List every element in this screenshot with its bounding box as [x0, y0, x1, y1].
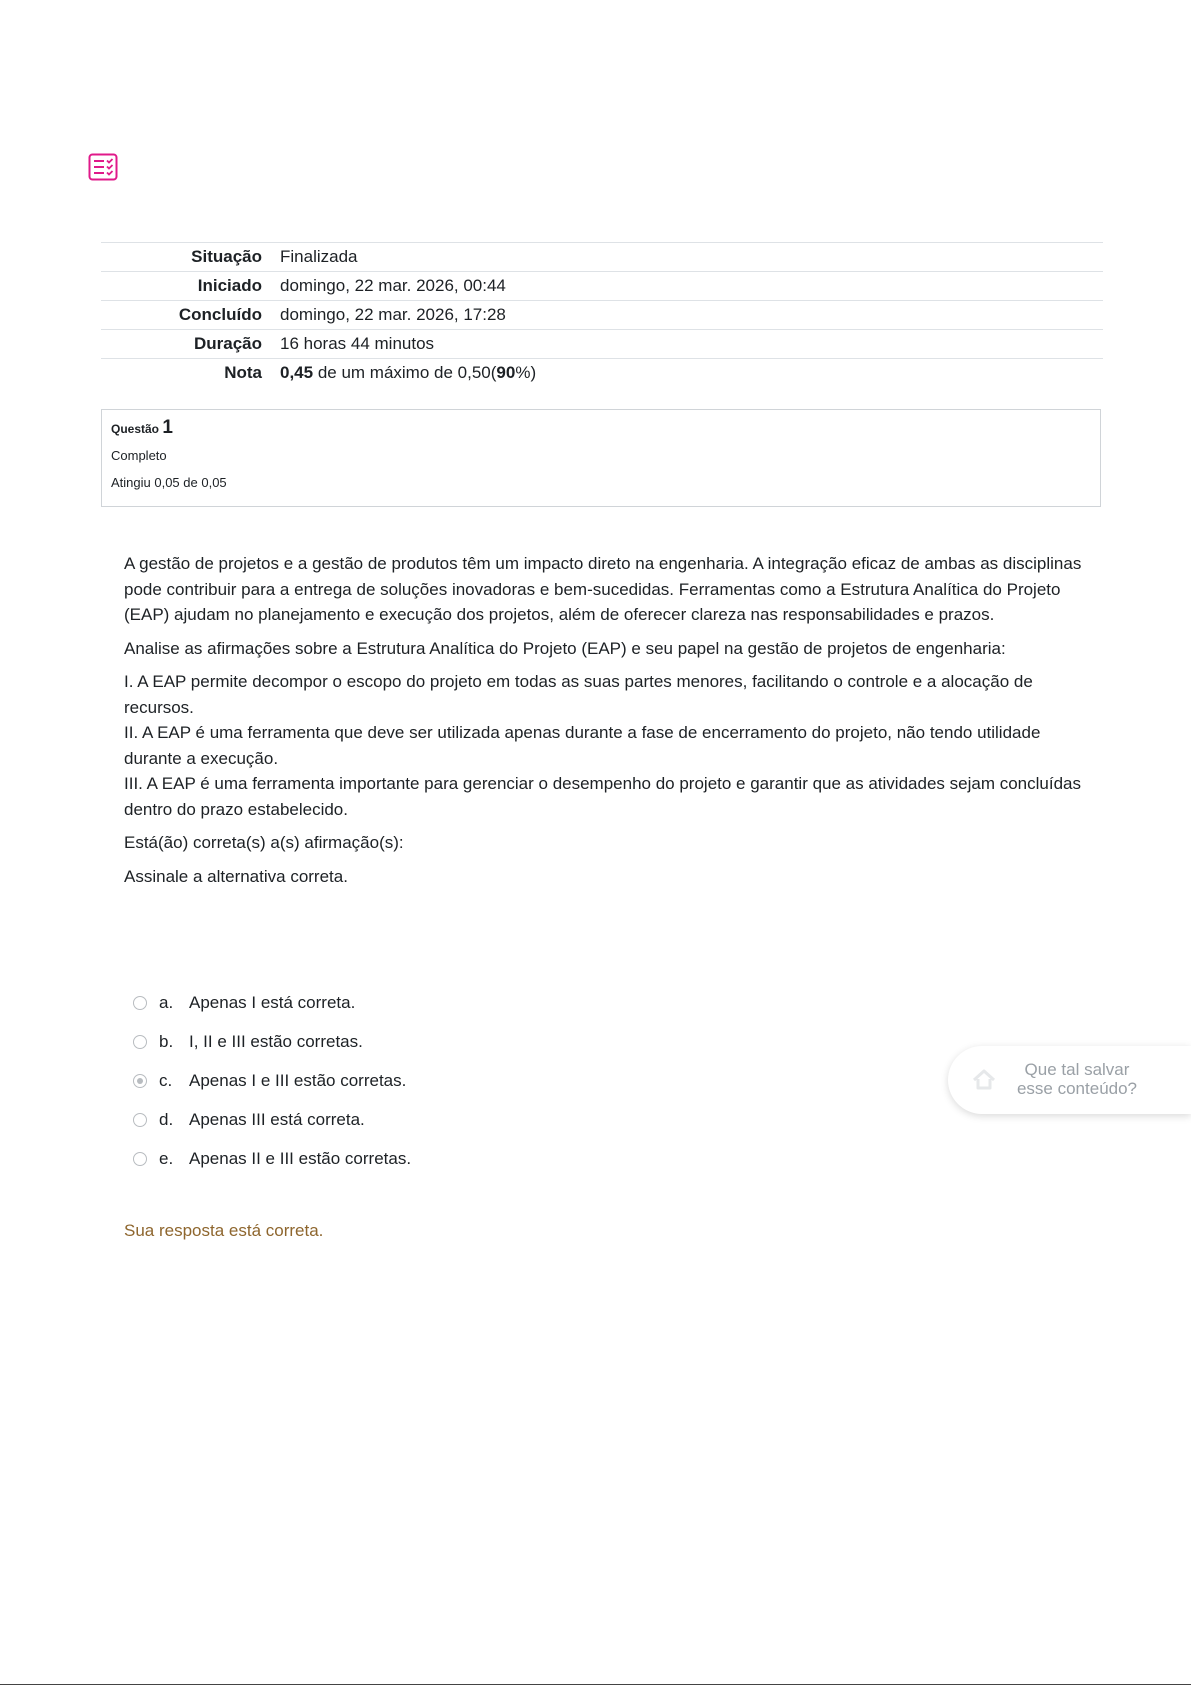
answer-option-d[interactable] [133, 1100, 411, 1139]
grade-percent: 90 [496, 363, 516, 382]
summary-label: Concluído [101, 301, 270, 330]
grade-value: 0,45 [280, 363, 314, 382]
summary-row-completed [101, 301, 1103, 330]
summary-value: 16 horas 44 minutos [270, 330, 1103, 359]
option-letter: e. [159, 1148, 174, 1168]
save-content-button[interactable] [948, 1046, 1191, 1114]
save-prompt-text [1006, 1060, 1148, 1098]
summary-row-started [101, 272, 1103, 301]
question-state: Completo [111, 448, 167, 463]
save-prompt-line: Que tal salvar [1024, 1060, 1130, 1079]
question-heading [111, 417, 1091, 439]
question-number: 1 [162, 417, 173, 438]
question-text [124, 551, 1084, 897]
summary-label: Iniciado [101, 272, 270, 301]
summary-value: domingo, 22 mar. 2026, 17:28 [270, 301, 1103, 330]
answer-option-a[interactable] [133, 983, 411, 1022]
option-text: Apenas III está correta. [189, 1109, 365, 1129]
summary-label: Nota [101, 359, 270, 388]
save-prompt-line: esse conteúdo? [1016, 1079, 1138, 1098]
summary-row-status [101, 243, 1103, 272]
statement-list [124, 669, 1084, 822]
question-label: Questão [111, 422, 160, 436]
question-prompt: Está(ão) correta(s) a(s) afirmação(s): [124, 833, 404, 852]
option-letter: b. [159, 1031, 174, 1051]
question-paragraph: Analise as afirmações sobre a Estrutura Analítica do Projeto (EAP) e seu papel na gestão de projetos de engenharia: [124, 638, 1006, 658]
option-text: Apenas I está correta. [189, 992, 356, 1012]
answer-feedback: Sua resposta está correta. [124, 1221, 324, 1240]
grade-end: %) [515, 363, 537, 382]
option-letter: d. [159, 1109, 174, 1129]
attempt-summary-table [101, 242, 1103, 387]
summary-label: Situação [101, 243, 270, 272]
statement-item: III. A EAP é uma ferramenta importante para gerenciar o desempenho do projeto e garantir que as atividades sejam concluídas dentro do prazo estabelecido. [124, 774, 1081, 819]
option-text: Apenas II e III estão corretas. [189, 1148, 412, 1168]
radio-button[interactable] [133, 1152, 147, 1166]
answer-options [133, 983, 411, 1178]
summary-value: Finalizada [270, 243, 1103, 272]
radio-button[interactable] [133, 1035, 147, 1049]
save-home-icon [970, 1066, 998, 1094]
option-letter: a. [159, 992, 174, 1012]
option-text: I, II e III estão corretas. [189, 1031, 363, 1051]
answer-option-c[interactable] [133, 1061, 411, 1100]
summary-row-duration [101, 330, 1103, 359]
radio-button[interactable] [133, 1113, 147, 1127]
question-info-box [101, 409, 1101, 507]
option-text: Apenas I e III estão corretas. [189, 1070, 407, 1090]
summary-label: Duração [101, 330, 270, 359]
statement-item: I. A EAP permite decompor o escopo do projeto em todas as suas partes menores, facilitando o controle e a alocação de recursos. [124, 672, 1033, 717]
answer-option-e[interactable] [133, 1139, 411, 1178]
question-grade: Atingiu 0,05 de 0,05 [111, 475, 227, 490]
radio-button[interactable] [133, 996, 147, 1010]
option-letter: c. [159, 1070, 173, 1090]
grade-middle: de um máximo de 0,50( [313, 363, 497, 382]
summary-value [270, 359, 1103, 388]
statement-item: II. A EAP é uma ferramenta que deve ser utilizada apenas durante a fase de encerramento do projeto, não tendo utilidade durante a execução. [124, 723, 1041, 768]
question-instruction: Assinale a alternativa correta. [124, 866, 348, 886]
question-paragraph: A gestão de projetos e a gestão de produtos têm um impacto direto na engenharia. A integração eficaz de ambas as disciplinas pode contribuir para a entrega de soluções inovadoras e bem-sucedidas. Ferramentas como a Estrutura Analítica do Projeto (EAP) ajudam no planejamento e execução dos projetos, além de oferecer clareza nas responsabilidades e prazos. [124, 554, 1082, 624]
quiz-list-icon [88, 153, 118, 181]
radio-button-selected[interactable] [133, 1074, 147, 1088]
summary-row-grade [101, 359, 1103, 388]
summary-value: domingo, 22 mar. 2026, 00:44 [270, 272, 1103, 301]
answer-option-b[interactable] [133, 1022, 411, 1061]
